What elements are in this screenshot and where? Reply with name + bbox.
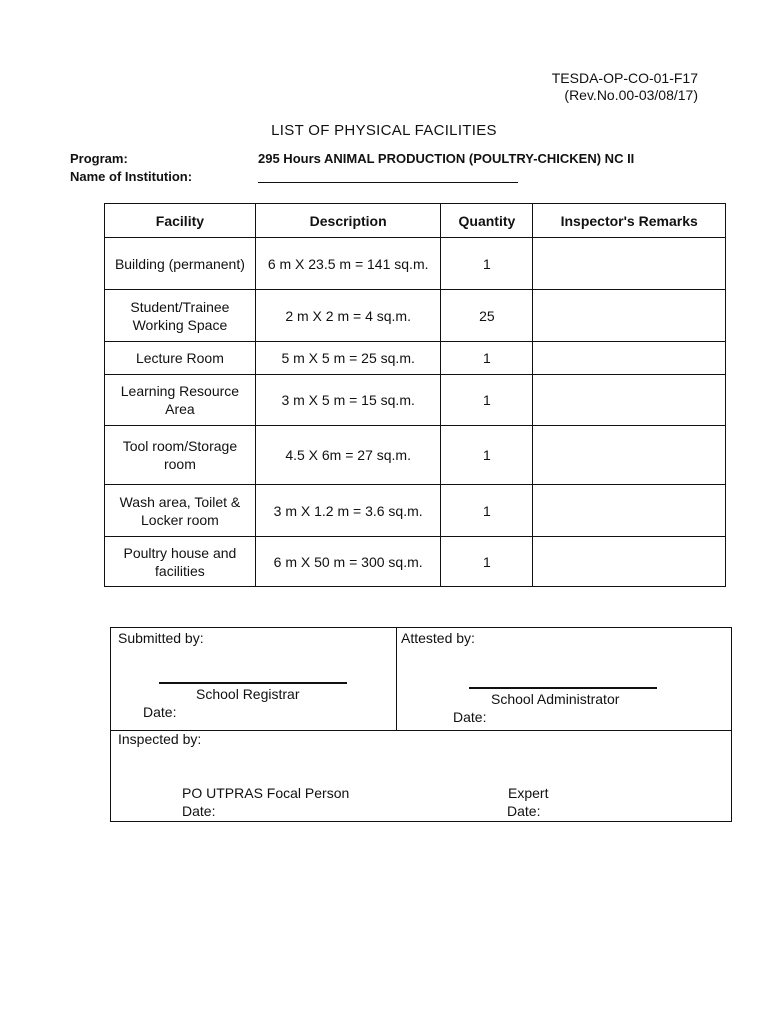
registrar-title: School Registrar <box>196 686 300 702</box>
cell-facility: Lecture Room <box>105 342 256 375</box>
registrar-signature-line <box>159 682 347 684</box>
table-row <box>105 290 726 342</box>
expert-title: Expert <box>508 785 549 801</box>
signature-block <box>110 627 732 822</box>
document-code: TESDA-OP-CO-01-F17 <box>551 70 698 86</box>
institution-label: Name of Institution: <box>70 169 193 184</box>
table-header-row <box>105 204 726 238</box>
table-row <box>105 537 726 587</box>
signature-divider-horizontal <box>111 730 731 731</box>
cell-quantity: 1 <box>441 342 533 375</box>
header-description: Description <box>255 204 441 238</box>
cell-description: 2 m X 2 m = 4 sq.m. <box>255 290 441 342</box>
cell-description: 6 m X 50 m = 300 sq.m. <box>255 537 441 587</box>
table-row <box>105 238 726 290</box>
administrator-title: School Administrator <box>491 691 620 707</box>
cell-description: 6 m X 23.5 m = 141 sq.m. <box>255 238 441 290</box>
cell-remarks <box>533 342 726 375</box>
facilities-table <box>104 203 726 587</box>
cell-remarks <box>533 485 726 537</box>
inspected-by-label: Inspected by: <box>118 731 202 747</box>
cell-quantity: 1 <box>441 426 533 485</box>
cell-remarks <box>533 537 726 587</box>
table-row <box>105 375 726 426</box>
cell-facility: Student/Trainee Working Space <box>105 290 256 342</box>
header-quantity: Quantity <box>441 204 533 238</box>
expert-date-label: Date: <box>507 803 541 819</box>
administrator-signature-line <box>469 687 657 689</box>
revision-number: (Rev.No.00-03/08/17) <box>564 87 698 103</box>
signature-divider-vertical <box>396 628 397 730</box>
submitted-by-label: Submitted by: <box>118 630 204 646</box>
cell-description: 5 m X 5 m = 25 sq.m. <box>255 342 441 375</box>
cell-quantity: 1 <box>441 485 533 537</box>
table-row <box>105 426 726 485</box>
cell-facility: Wash area, Toilet & Locker room <box>105 485 256 537</box>
table-row <box>105 485 726 537</box>
cell-remarks <box>533 290 726 342</box>
cell-facility: Tool room/Storage room <box>105 426 256 485</box>
program-value: 295 Hours ANIMAL PRODUCTION (POULTRY-CHICKEN) NC II <box>258 151 635 166</box>
administrator-date-label: Date: <box>453 709 487 725</box>
program-label: Program: <box>70 151 128 166</box>
registrar-date-label: Date: <box>143 704 177 720</box>
cell-remarks <box>533 238 726 290</box>
cell-quantity: 1 <box>441 238 533 290</box>
cell-quantity: 1 <box>441 537 533 587</box>
cell-description: 4.5 X 6m = 27 sq.m. <box>255 426 441 485</box>
cell-description: 3 m X 1.2 m = 3.6 sq.m. <box>255 485 441 537</box>
cell-quantity: 25 <box>441 290 533 342</box>
cell-quantity: 1 <box>441 375 533 426</box>
cell-facility: Building (permanent) <box>105 238 256 290</box>
institution-blank <box>258 182 518 183</box>
focal-person-date-label: Date: <box>182 803 216 819</box>
table-row <box>105 342 726 375</box>
header-remarks: Inspector's Remarks <box>533 204 726 238</box>
header-facility: Facility <box>105 204 256 238</box>
cell-facility: Learning Resource Area <box>105 375 256 426</box>
cell-remarks <box>533 426 726 485</box>
cell-facility: Poultry house and facilities <box>105 537 256 587</box>
page-title: LIST OF PHYSICAL FACILITIES <box>271 122 497 139</box>
cell-description: 3 m X 5 m = 15 sq.m. <box>255 375 441 426</box>
attested-by-label: Attested by: <box>401 630 475 646</box>
cell-remarks <box>533 375 726 426</box>
focal-person-title: PO UTPRAS Focal Person <box>182 785 350 801</box>
